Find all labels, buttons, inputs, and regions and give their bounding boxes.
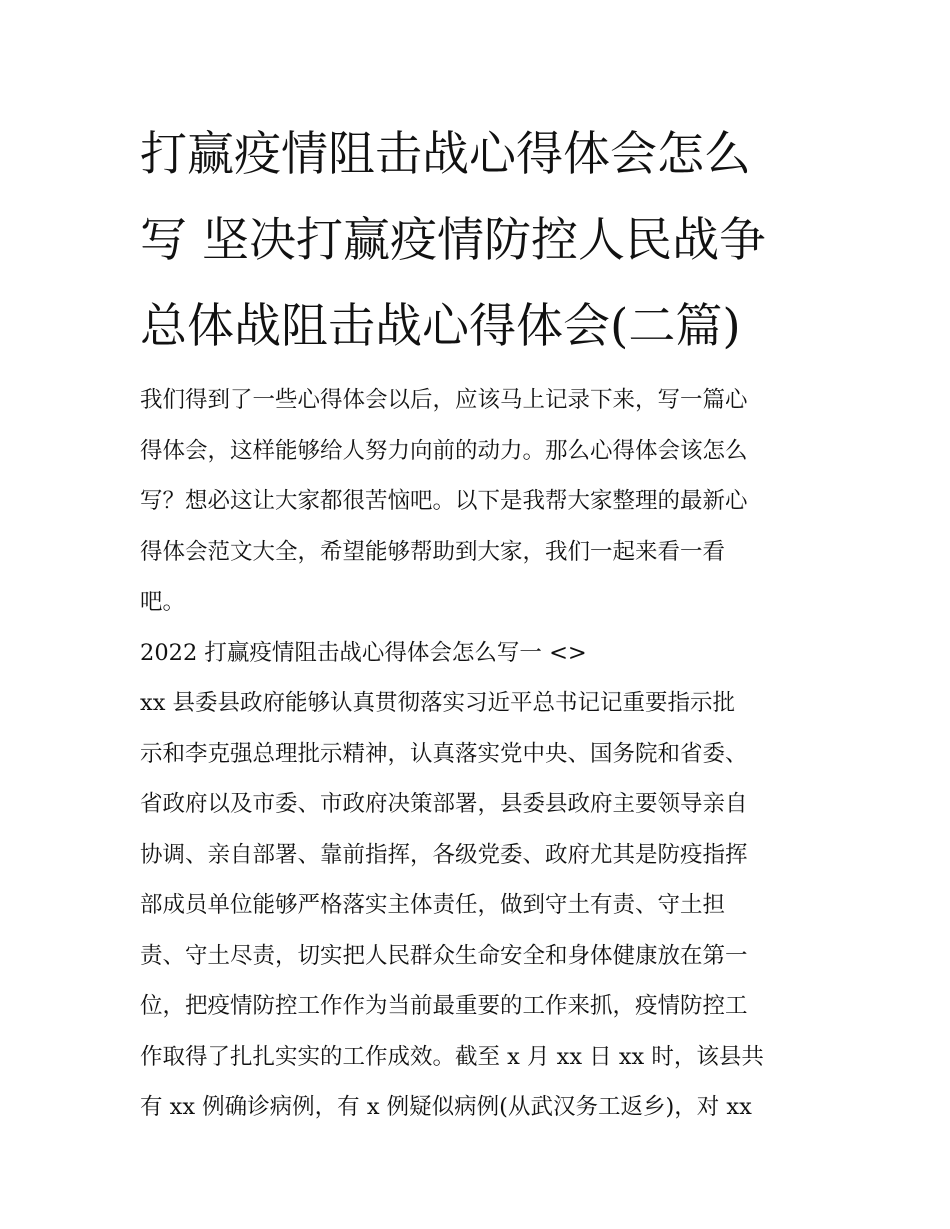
intro-line: 写？想必这让大家都很苦恼吧。以下是我帮大家整理的最新心 bbox=[140, 488, 748, 514]
intro-line: 得体会范文大全，希望能够帮助到大家，我们一起来看一看 bbox=[140, 538, 726, 565]
body-paragraph bbox=[140, 678, 820, 1133]
title-line: 总体战阻击战心得体会(二篇) bbox=[140, 299, 741, 354]
body-line: 责、守土尽责，切实把人民群众生命安全和身体健康放在第一 bbox=[140, 942, 748, 969]
title-line: 打赢疫情阻击战心得体会怎么 bbox=[140, 127, 751, 182]
body-line: 省政府以及市委、市政府决策部署，县委县政府主要领导亲自 bbox=[140, 791, 748, 817]
intro-line: 得体会，这样能够给人努力向前的动力。那么心得体会该怎么 bbox=[140, 437, 748, 464]
document-content bbox=[140, 112, 820, 1133]
body-line: xx 县委县政府能够认真贯彻落实习近平总书记记重要指示批 bbox=[140, 690, 736, 716]
intro-line: 吧。 bbox=[140, 589, 186, 615]
body-line: 部成员单位能够严格落实主体责任，做到守土有责、守土担 bbox=[140, 892, 726, 918]
document-title bbox=[140, 112, 820, 370]
intro-paragraph bbox=[140, 375, 820, 628]
body-line: 有 xx 例确诊病例，有 x 例疑似病例(从武汉务工返乡)，对 xx bbox=[140, 1094, 752, 1120]
body-line: 协调、亲自部署、靠前指挥，各级党委、政府尤其是防疫指挥 bbox=[140, 841, 748, 868]
section-heading bbox=[140, 628, 820, 679]
title-line: 写 坚决打赢疫情防控人民战争 bbox=[140, 213, 766, 268]
intro-line: 我们得到了一些心得体会以后，应该马上记录下来，写一篇心 bbox=[140, 387, 748, 413]
body-line: 示和李克强总理批示精神，认真落实党中央、国务院和省委、 bbox=[140, 740, 748, 767]
body-line: 位，把疫情防控工作作为当前最重要的工作来抓，疫情防控工 bbox=[140, 993, 748, 1019]
body-line: 作取得了扎扎实实的工作成效。截至 x 月 xx 日 xx 时，该县共 bbox=[140, 1043, 764, 1070]
section-heading-text: 2022 打赢疫情阻击战心得体会怎么写一 <> bbox=[140, 639, 587, 666]
